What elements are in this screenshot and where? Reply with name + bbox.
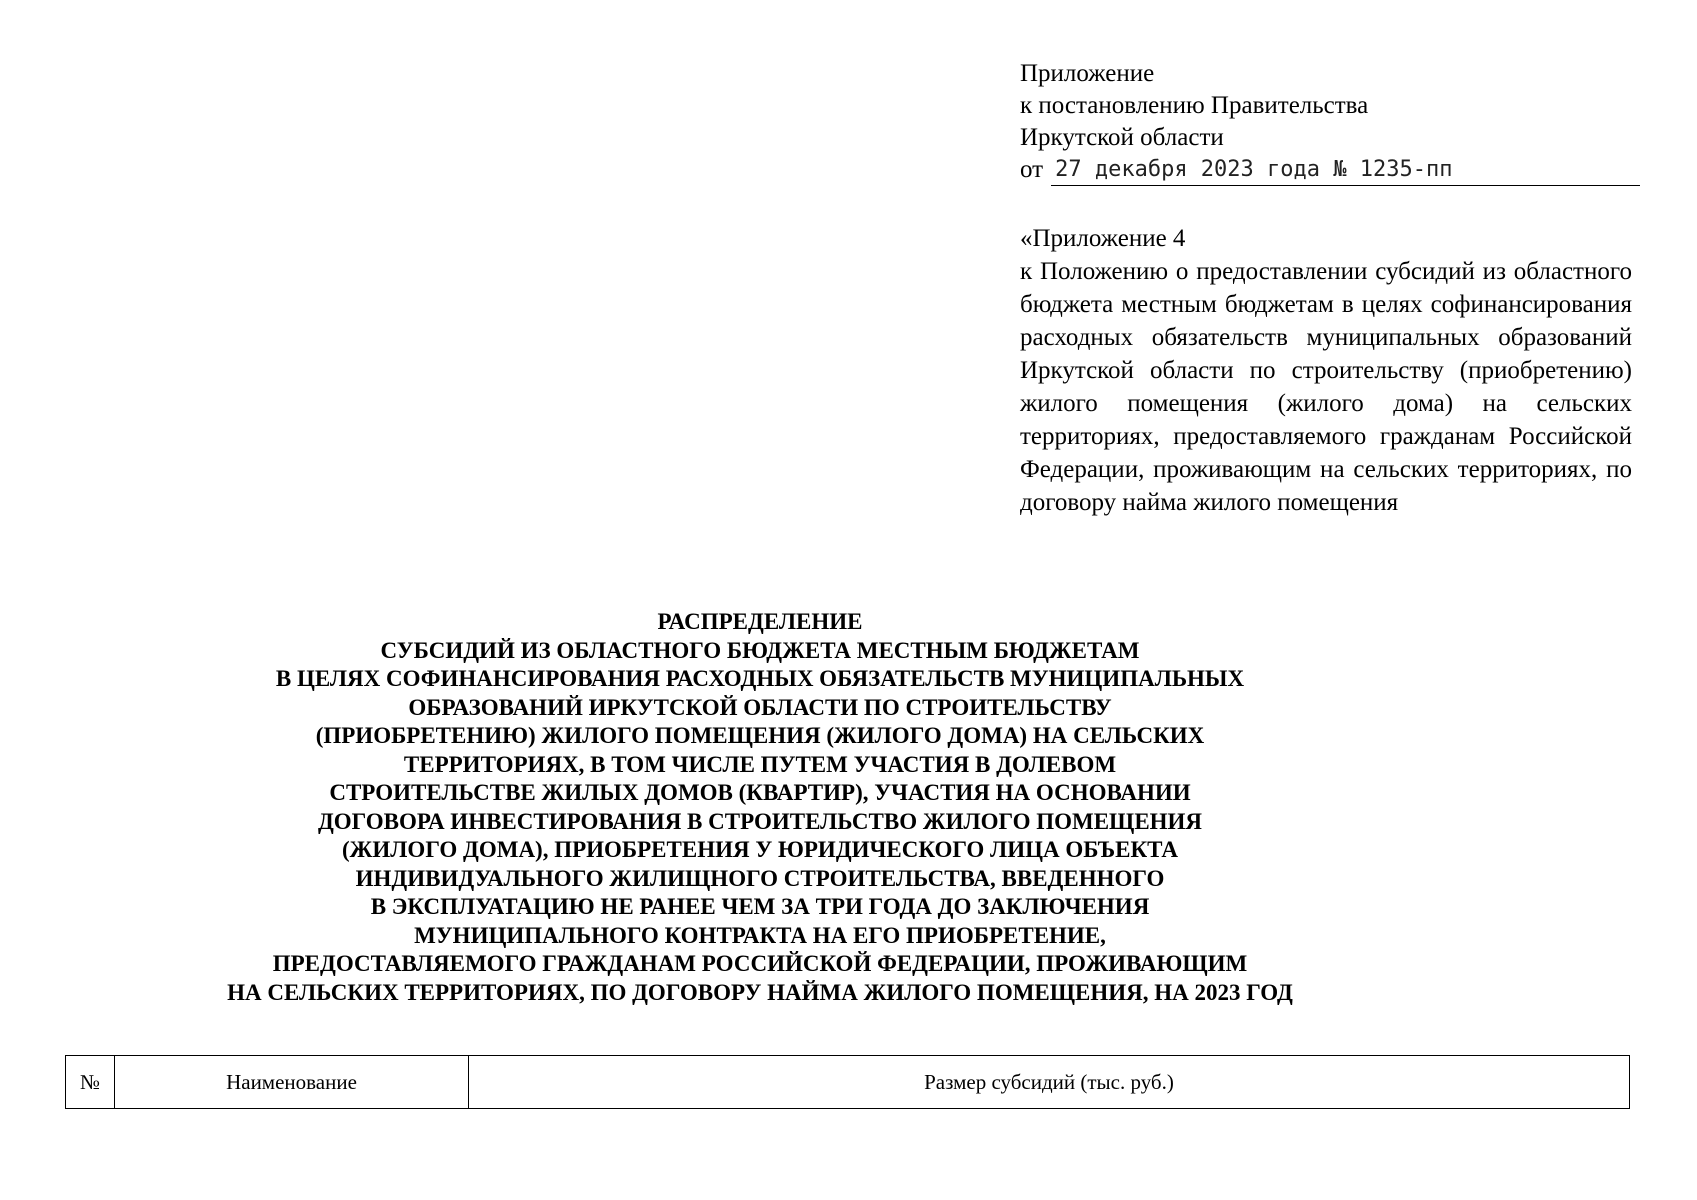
attachment-line: к постановлению Правительства (1020, 92, 1369, 119)
title-line: РАСПРЕДЕЛЕНИЕ (657, 609, 863, 634)
title-line: НА СЕЛЬСКИХ ТЕРРИТОРИЯХ, ПО ДОГОВОРУ НАЙМА ЖИЛОГО ПОМЕЩЕНИЯ, НА 2023 ГОД (227, 979, 1293, 1005)
title-line: (ПРИОБРЕТЕНИЮ) ЖИЛОГО ПОМЕЩЕНИЯ (ЖИЛОГО ДОМА) НА СЕЛЬСКИХ (315, 723, 1205, 748)
title-line: (ЖИЛОГО ДОМА), ПРИОБРЕТЕНИЯ У ЮРИДИЧЕСКОГО ЛИЦА ОБЪЕКТА (342, 837, 1178, 862)
document-title (110, 608, 1410, 1007)
appendix-4-text: к Положению о предоставлении субсидий из областного бюджета местным бюджетам в целях софинансирования расходных обязательств муниципальных образований Иркутской области по строительству (приобретению) жилого помещения (жилого дома) на сельских территориях, предоставляемого гражданам Российской Федерации, проживающим на сельских территориях, по договору найма жилого помещения (1020, 258, 1632, 516)
date-prefix: от (1020, 156, 1044, 183)
title-line: В ЭКСПЛУАТАЦИЮ НЕ РАНЕЕ ЧЕМ ЗА ТРИ ГОДА ДО ЗАКЛЮЧЕНИЯ (370, 894, 1150, 919)
subsidy-table (65, 1055, 1630, 1109)
title-line: ДОГОВОРА ИНВЕСТИРОВАНИЯ В СТРОИТЕЛЬСТВО ЖИЛОГО ПОМЕЩЕНИЯ (317, 808, 1203, 834)
header-name: Наименование (115, 1056, 469, 1109)
title-line: СТРОИТЕЛЬСТВЕ ЖИЛЫХ ДОМОВ (КВАРТИР), УЧАСТИЯ НА ОСНОВАНИИ (329, 780, 1191, 805)
title-line: ТЕРРИТОРИЯХ, В ТОМ ЧИСЛЕ ПУТЕМ УЧАСТИЯ В ДОЛЕВОМ (403, 751, 1117, 777)
title-line: ПРЕДОСТАВЛЯЕМОГО ГРАЖДАНАМ РОССИЙСКОЙ ФЕДЕРАЦИИ, ПРОЖИВАЮЩИМ (272, 951, 1248, 976)
title-line: В ЦЕЛЯХ СОФИНАНСИРОВАНИЯ РАСХОДНЫХ ОБЯЗАТЕЛЬСТВ МУНИЦИПАЛЬНЫХ (275, 666, 1245, 691)
subsidy-table-wrapper (65, 1055, 1630, 1109)
attachment-header (1020, 58, 1640, 186)
attachment-line: Иркутской области (1020, 124, 1224, 151)
resolution-date-stamp: 27 декабря 2023 года № 1235-пп (1051, 156, 1640, 186)
title-line: СУБСИДИЙ ИЗ ОБЛАСТНОГО БЮДЖЕТА МЕСТНЫМ БЮДЖЕТАМ (380, 637, 1140, 663)
appendix-4-heading: «Приложение 4 (1020, 225, 1186, 252)
title-line: ОБРАЗОВАНИЙ ИРКУТСКОЙ ОБЛАСТИ ПО СТРОИТЕЛЬСТВУ (408, 694, 1112, 720)
title-line: МУНИЦИПАЛЬНОГО КОНТРАКТА НА ЕГО ПРИОБРЕТЕНИЕ, (414, 922, 1106, 948)
attachment-line: Приложение (1020, 60, 1155, 87)
table-header-row (66, 1056, 1630, 1109)
title-line: ИНДИВИДУАЛЬНОГО ЖИЛИЩНОГО СТРОИТЕЛЬСТВА, ВВЕДЕННОГО (355, 865, 1165, 891)
resolution-date-line (1020, 154, 1640, 186)
header-subsidy-amount: Размер субсидий (тыс. руб.) (469, 1056, 1630, 1109)
header-number: № (66, 1056, 115, 1109)
appendix-4-block (1020, 222, 1632, 519)
